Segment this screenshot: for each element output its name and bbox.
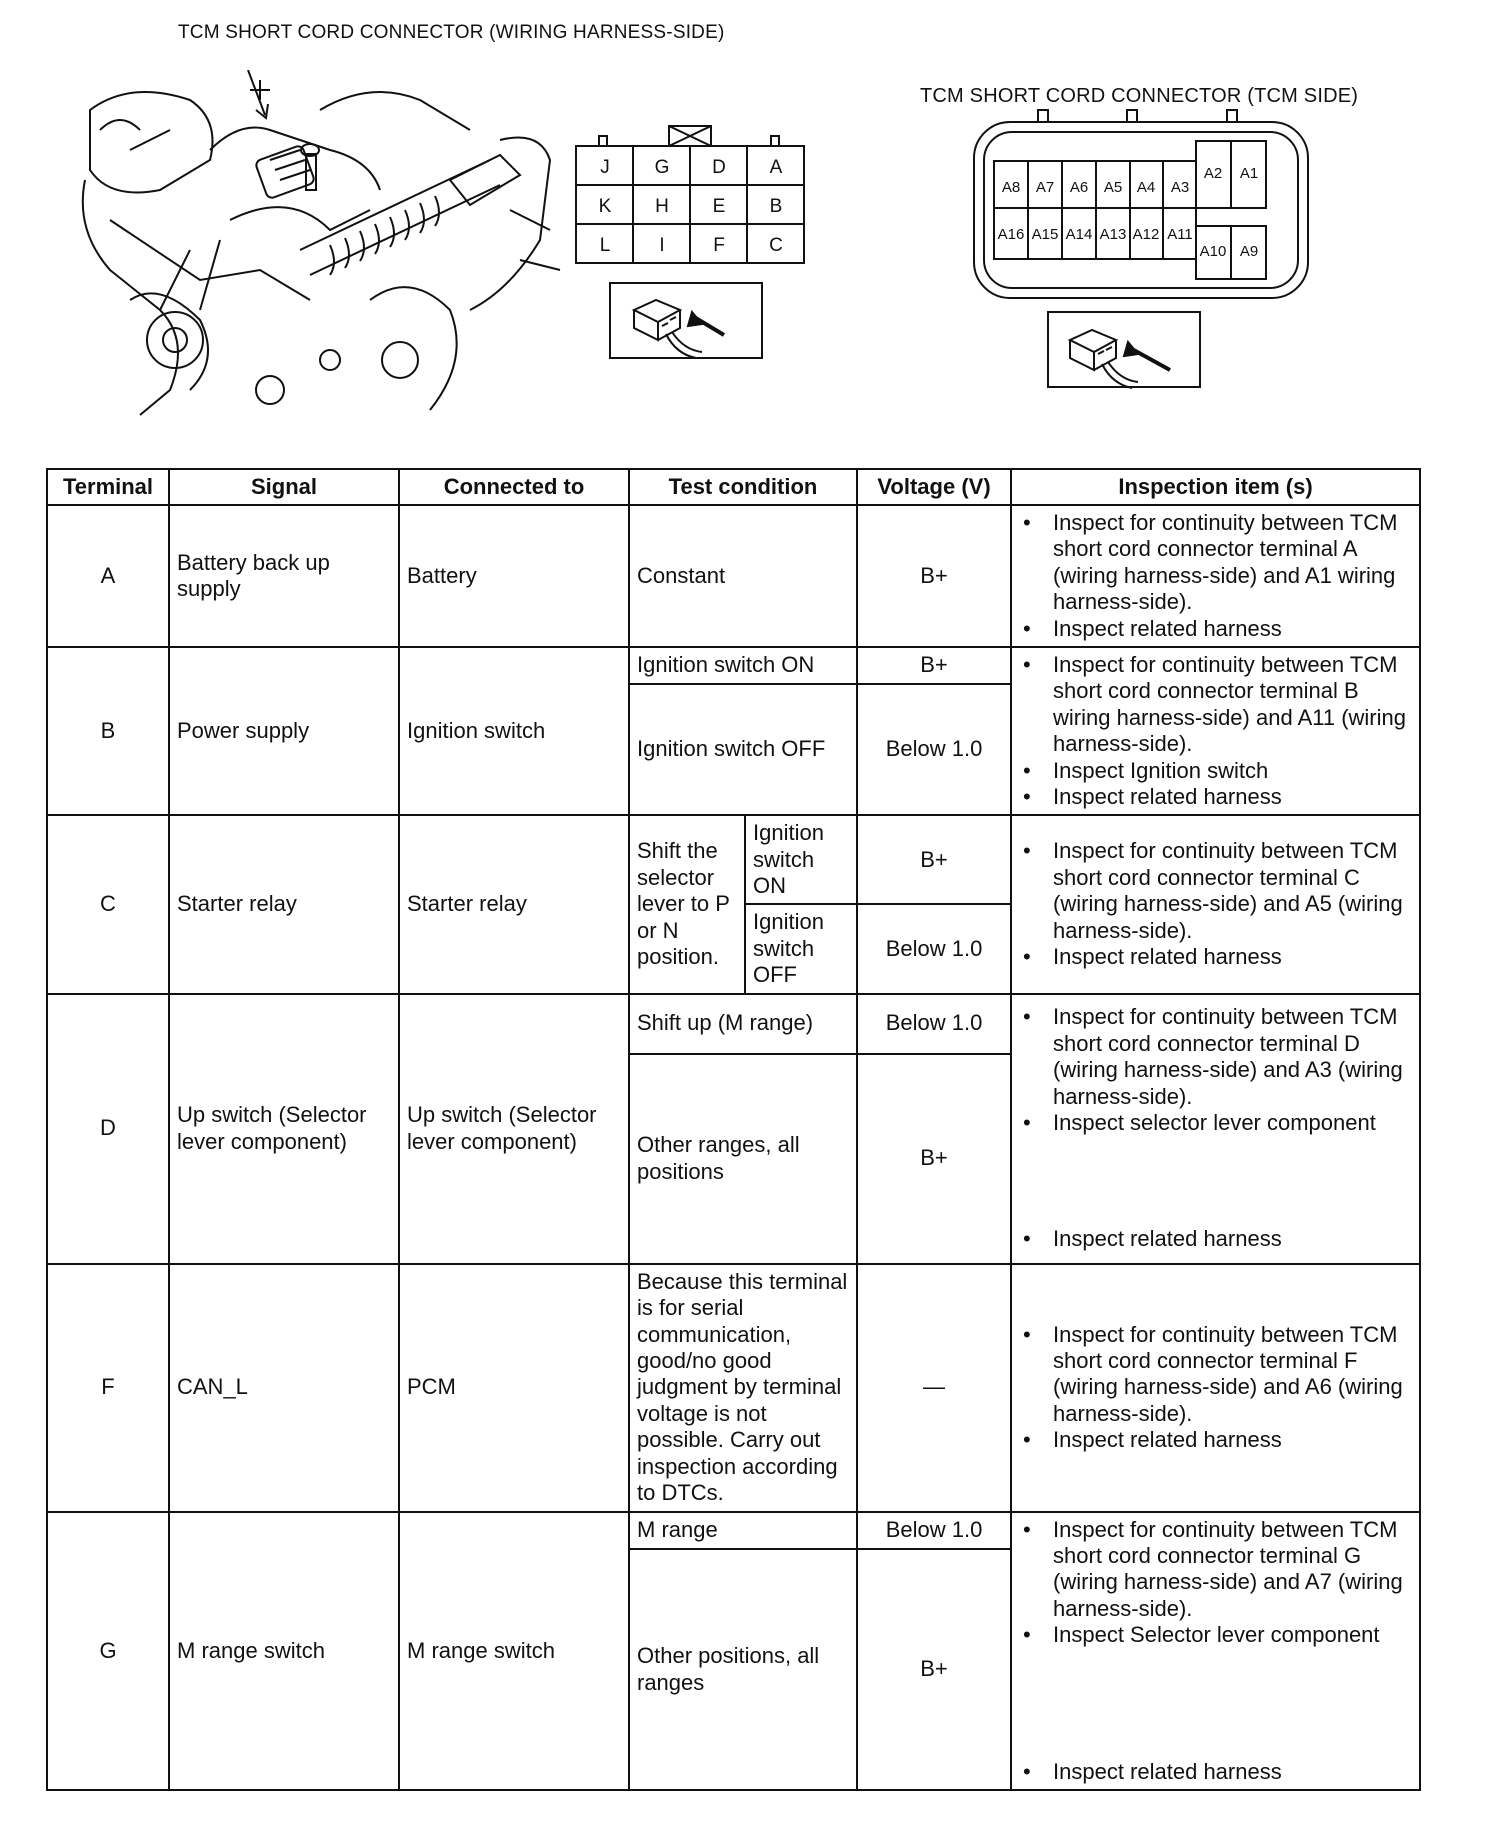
tcm-pin: A3: [1170, 179, 1190, 196]
harness-pin: B: [769, 196, 783, 217]
signal-cell: Up switch (Selector lever component): [169, 994, 399, 1264]
connected-cell: M range switch: [399, 1512, 629, 1790]
transaxle-illustration: [70, 70, 570, 420]
table-row: [47, 1512, 1420, 1550]
connected-cell: Ignition switch: [399, 647, 629, 815]
terminal-cell: D: [47, 994, 169, 1264]
voltage-cell: Below 1.0: [857, 904, 1011, 993]
harness-pin: E: [712, 196, 726, 217]
tcm-pin: A6: [1069, 179, 1089, 196]
table-row: [47, 647, 1420, 684]
condition-cell: M range: [629, 1512, 857, 1550]
harness-pin: D: [712, 157, 726, 178]
tcm-pin: A12: [1132, 226, 1160, 243]
title-harness-side: TCM SHORT CORD CONNECTOR (WIRING HARNESS-SIDE): [178, 22, 725, 43]
voltage-cell: B+: [857, 815, 1011, 904]
tcm-pin: A9: [1239, 243, 1259, 260]
condition-cell: Shift up (M range): [629, 994, 857, 1054]
list-item: • Inspect for continuity between TCM short cord connector terminal C (wiring harness-side) and A5 (wiring harness-side).: [1053, 838, 1412, 944]
harness-pin: A: [769, 157, 783, 178]
condition-cell: Ignition switch ON: [629, 647, 857, 684]
list-item: • Inspect Selector lever component: [1053, 1622, 1412, 1648]
list-item: • Inspect Ignition switch: [1053, 758, 1412, 784]
connected-cell: Battery: [399, 505, 629, 647]
inspection-cell: [1011, 505, 1420, 647]
table-row: [47, 1264, 1420, 1512]
terminal-cell: G: [47, 1512, 169, 1790]
tcm-pin: A5: [1103, 179, 1123, 196]
voltage-cell: Below 1.0: [857, 1512, 1011, 1550]
connector-view-icon: [634, 300, 724, 358]
tcm-pin: A7: [1035, 179, 1055, 196]
header-inspection: Inspection item (s): [1011, 469, 1420, 505]
voltage-cell: B+: [857, 647, 1011, 684]
list-item: • Inspect related harness: [1053, 616, 1412, 642]
tcm-pin: A14: [1065, 226, 1093, 243]
header-connected-to: Connected to: [399, 469, 629, 505]
harness-pin: I: [659, 235, 665, 256]
header-signal: Signal: [169, 469, 399, 505]
condition-cell: Other positions, all ranges: [629, 1549, 857, 1790]
voltage-cell: —: [857, 1264, 1011, 1512]
voltage-cell: Below 1.0: [857, 994, 1011, 1054]
table-header-row: [47, 469, 1420, 505]
terminal-cell: A: [47, 505, 169, 647]
tcm-pin: A10: [1199, 243, 1227, 260]
inspection-cell: [1011, 647, 1420, 815]
list-item: • Inspect selector lever component: [1053, 1110, 1412, 1136]
list-item: • Inspect for continuity between TCM short cord connector terminal G (wiring harness-side) and A7 (wiring harness-side).: [1053, 1517, 1412, 1623]
table-row: [47, 505, 1420, 647]
list-item: • Inspect related harness: [1053, 944, 1412, 970]
harness-pin: F: [713, 235, 725, 256]
header-test-condition: Test condition: [629, 469, 857, 505]
signal-cell: Battery back up supply: [169, 505, 399, 647]
inspection-cell: [1011, 994, 1420, 1264]
list-item: • Inspect related harness: [1053, 784, 1412, 810]
signal-cell: Starter relay: [169, 815, 399, 993]
condition-cell: Because this terminal is for serial communication, good/no good judgment by terminal voltage is not possible. Carry out inspection according to DTCs.: [629, 1264, 857, 1512]
condition-cell: Ignition switch OFF: [629, 684, 857, 816]
inspection-cell: [1011, 815, 1420, 993]
tcm-pin: A11: [1167, 226, 1193, 243]
list-item: • Inspect for continuity between TCM short cord connector terminal A (wiring harness-side) and A1 wiring harness-side).: [1053, 510, 1412, 616]
signal-cell: CAN_L: [169, 1264, 399, 1512]
list-item: • Inspect related harness: [1053, 1759, 1412, 1785]
terminal-cell: F: [47, 1264, 169, 1512]
inspection-cell: [1011, 1512, 1420, 1790]
list-item: • Inspect for continuity between TCM short cord connector terminal B wiring harness-side) and A11 (wiring harness-side).: [1053, 652, 1412, 758]
condition-cell: Other ranges, all positions: [629, 1054, 857, 1264]
condition-subcell: Ignition switch ON: [745, 815, 857, 904]
condition-cell: Constant: [629, 505, 857, 647]
tcm-pin: A8: [1001, 179, 1021, 196]
tcm-pin: A16: [997, 226, 1025, 243]
harness-pin: K: [598, 196, 612, 217]
connected-cell: Up switch (Selector lever component): [399, 994, 629, 1264]
table-row: [47, 815, 1420, 904]
list-item: • Inspect for continuity between TCM short cord connector terminal F (wiring harness-side) and A6 (wiring harness-side).: [1053, 1322, 1412, 1428]
harness-pin: C: [769, 235, 783, 256]
tcm-pin: A4: [1136, 179, 1156, 196]
terminal-cell: B: [47, 647, 169, 815]
voltage-cell: B+: [857, 505, 1011, 647]
terminal-cell: C: [47, 815, 169, 993]
condition-cell: Shift the selector lever to P or N position.: [629, 815, 745, 993]
voltage-cell: B+: [857, 1549, 1011, 1790]
title-tcm-side: TCM SHORT CORD CONNECTOR (TCM SIDE): [920, 85, 1359, 107]
list-item: • Inspect related harness: [1053, 1427, 1412, 1453]
condition-subcell: Ignition switch OFF: [745, 904, 857, 993]
harness-connector-diagram: [574, 120, 814, 370]
connected-cell: PCM: [399, 1264, 629, 1512]
harness-pin: J: [600, 157, 610, 178]
inspection-cell: [1011, 1264, 1420, 1512]
tcm-pin: A15: [1031, 226, 1059, 243]
tcm-pin: A2: [1203, 165, 1223, 182]
connector-view-icon: [1070, 330, 1170, 388]
tcm-connector-diagram: [970, 108, 1315, 393]
voltage-cell: Below 1.0: [857, 684, 1011, 816]
header-voltage: Voltage (V): [857, 469, 1011, 505]
terminal-inspection-table: [46, 468, 1421, 1791]
voltage-cell: B+: [857, 1054, 1011, 1264]
tcm-pin: A13: [1099, 226, 1127, 243]
signal-cell: M range switch: [169, 1512, 399, 1790]
connected-cell: Starter relay: [399, 815, 629, 993]
tcm-pin: A1: [1239, 165, 1259, 182]
signal-cell: Power supply: [169, 647, 399, 815]
header-terminal: Terminal: [47, 469, 169, 505]
harness-pin: G: [654, 157, 670, 178]
list-item: • Inspect related harness: [1053, 1226, 1412, 1252]
harness-pin: H: [655, 196, 669, 217]
list-item: • Inspect for continuity between TCM short cord connector terminal D (wiring harness-side) and A3 (wiring harness-side).: [1053, 1004, 1412, 1110]
harness-pin: L: [599, 235, 611, 256]
table-row: [47, 994, 1420, 1054]
